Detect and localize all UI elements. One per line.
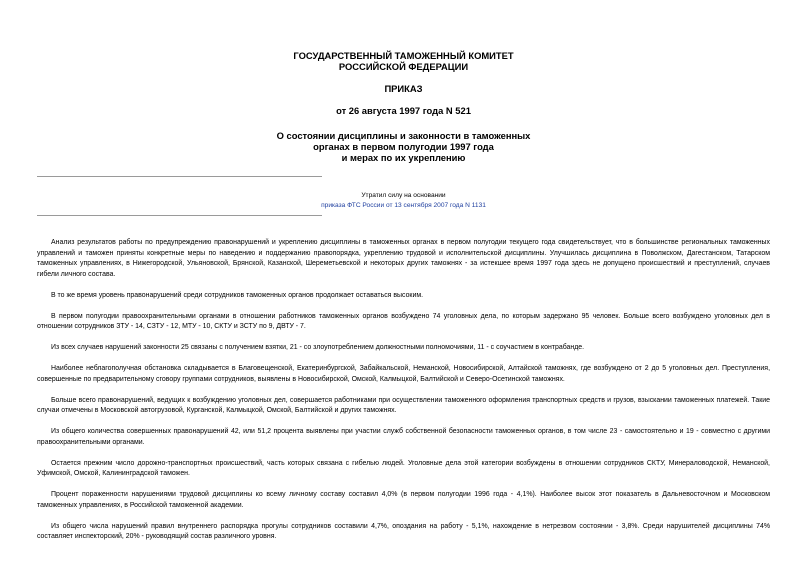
paragraph: Из общего количества совершенных правонарушений 42, или 51,2 процента выявлены при участии служб собственной безопасности таможенных органов, в том числе 23 - самостоятельно и 19 - совместно с другими правоохранительными органами.	[37, 428, 770, 446]
issuer-line-2: РОССИЙСКОЙ ФЕДЕРАЦИИ	[338, 61, 469, 72]
document-title-line-3: и мерах по их укреплению	[341, 152, 466, 163]
document-title-line-1: О состоянии дисциплины и законности в таможенных	[276, 130, 531, 141]
paragraph: Процент пораженности нарушениями трудовой дисциплины ко всему личному составу составил 4,0% (в первом полугодии 1996 года - 4,1%). Наиболее высок этот показатель в Дальневосточном и Московском таможенных управлениях, в Российской таможенной академии.	[37, 491, 770, 509]
paragraph: Наиболее неблагополучная обстановка складывается в Благовещенской, Екатеринбургской, Забайкальской, Неманской, Новосибирской, Алтайской таможнях, где возбуждено от 2 до 5 уголовных дел. Преступления, совершенные по предварительному сговору группами сотрудников, выявлены в Новосибирской, Омской, Калмыцкой, Балтийской и Северо-Осетинской таможнях.	[37, 365, 770, 383]
document-date: от 26 августа 1997 года N 521	[336, 105, 471, 116]
document-body	[37, 238, 770, 553]
paragraph: Анализ результатов работы по предупреждению правонарушений и укреплению дисциплины в таможенных органах в первом полугодии текущего года свидетельствует, что в большинстве региональных таможенных управлений и таможен приняты конкретные меры по наведению и поддержанию правопорядка, укреплению трудовой и исполнительской дисциплины. Улучшилась дисциплина в Поволжском, Дагестанском, Татарском таможенных управлениях, в Нижегородской, Ульяновской, Брянской, Казанской, Шереметьевской и некоторых других таможнях - за истекшее время 1997 года здесь не допущено происшествий и преступлений, случаев гибели личного состава.	[37, 239, 770, 278]
divider-bottom	[37, 215, 322, 216]
status-note: Утратил силу на основании	[361, 192, 446, 199]
document-title-line-2: органах в первом полугодии 1997 года	[313, 141, 494, 152]
document-type: ПРИКАЗ	[384, 83, 423, 94]
issuer-line-1: ГОСУДАРСТВЕННЫЙ ТАМОЖЕННЫЙ КОМИТЕТ	[293, 50, 514, 61]
repeal-order-link[interactable]: приказа ФТС России от 13 сентября 2007 года N 1131	[321, 202, 486, 209]
paragraph: Остается прежним число дорожно-транспортных происшествий, часть которых связана с гибелью людей. Уголовные дела этой категории возбуждены в отношении сотрудников СКТУ, Минераловодской, Неманской, Уфимской, Омской, Калининградской таможен.	[37, 459, 770, 477]
paragraph: В то же время уровень правонарушений среди сотрудников таможенных органов продолжает оставаться высоким.	[51, 291, 424, 299]
paragraph: Больше всего правонарушений, ведущих к возбуждению уголовных дел, совершается работниками при осуществлении таможенного оформления транспортных средств и грузов, взыскании таможенных платежей. Такие случаи отмечены в Московской автогрузовой, Курганской, Калмыцкой, Омской, Балтийской и других таможнях.	[37, 396, 770, 414]
paragraph: Из общего числа нарушений правил внутреннего распорядка прогулы сотрудников составили 4,7%, опоздания на работу - 5,1%, нахождение в нетрезвом состоянии - 3,8%. Среди нарушителей дисциплины 74% составляет инспекторский, 20% - руководящий состав различного уровня.	[37, 522, 770, 540]
paragraph: Из всех случаев нарушений законности 25 связаны с получением взятки, 21 - со злоупотреблением должностными полномочиями, 11 - с соучастием в контрабанде.	[51, 344, 585, 351]
divider-top	[37, 176, 322, 177]
paragraph: В первом полугодии правоохранительными органами в отношении работников таможенных органов возбуждено 74 уголовных дела, по которым задержано 95 человек. Больше всего возбуждено уголовных дел в отношении сотрудников ЗТУ - 14, СЗТУ - 12, МТУ - 10, СКТУ и ЗСТУ по 9, ДВТУ - 7.	[37, 312, 770, 330]
